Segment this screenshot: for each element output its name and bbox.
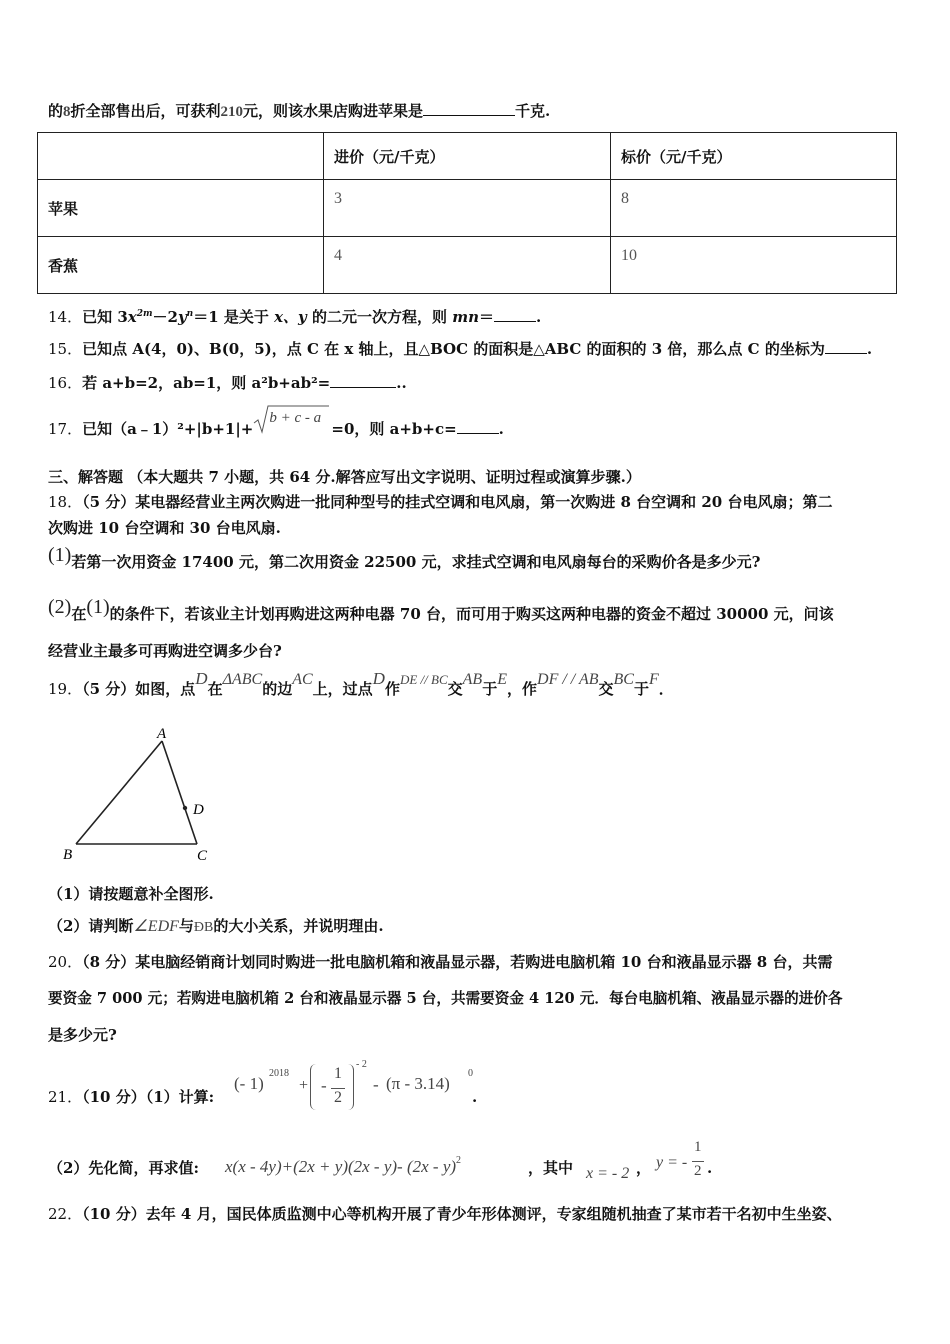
q18-part1-mark: (1) bbox=[48, 544, 72, 566]
price-table bbox=[37, 132, 897, 294]
q14-text-c: ＝1 是关于 bbox=[193, 308, 275, 326]
q20-line1 bbox=[48, 951, 832, 973]
q19-tri: ΔABC bbox=[222, 671, 263, 688]
q21-score: （10 分） bbox=[82, 1088, 146, 1106]
q21-expr-exp: 2 bbox=[456, 1155, 462, 1166]
q13-text-d: 千克. bbox=[515, 102, 551, 120]
q21-number: 21． bbox=[48, 1088, 83, 1106]
q18-part1-text: 若第一次用资金 17400 元，第二次用资金 22500 元，求挂式空调和电风扇每台的采购价各是多少元? bbox=[71, 553, 761, 571]
table-cell-cost: 4 bbox=[324, 237, 611, 294]
q19-t11: ． bbox=[658, 680, 674, 698]
q18-part2-text-a: 在 bbox=[71, 605, 87, 623]
q18-score: （5 分） bbox=[82, 493, 136, 511]
q16-text: 若 a+b=2，ab=1，则 a²b+ab²= bbox=[82, 374, 331, 392]
q22-score: （10 分） bbox=[82, 1205, 146, 1223]
table-cell-name: 香蕉 bbox=[38, 237, 324, 294]
q21-exp1: 2018 bbox=[269, 1068, 289, 1079]
q17-text-a: 已知（a﹣1）²+|b+1|+ bbox=[82, 420, 254, 438]
q21-part1-label: （1）计算: bbox=[145, 1088, 215, 1106]
table-header-row bbox=[38, 133, 897, 180]
table-cell-name: 苹果 bbox=[38, 180, 324, 237]
q14-number: 14． bbox=[48, 308, 83, 326]
point-d bbox=[183, 806, 187, 810]
q14-text-f: . bbox=[536, 308, 542, 326]
section-title: 三、解答题 （本大题共 7 小题，共 64 分.解答应写出文字说明、证明过程或演算步骤.） bbox=[48, 468, 641, 486]
q21-end1: . bbox=[472, 1088, 478, 1106]
q20-line3: 是多少元? bbox=[48, 1026, 117, 1044]
q19-part2-b: 与 bbox=[178, 917, 194, 935]
q19-angle-b: ÐB bbox=[193, 920, 214, 935]
q16-line bbox=[48, 372, 407, 394]
q19-t9: 交 bbox=[598, 680, 614, 698]
label-c: C bbox=[197, 848, 208, 864]
q21-y-bar bbox=[692, 1161, 704, 1162]
q19-t6: 交 bbox=[447, 680, 463, 698]
q21-term3: (π - 3.14) bbox=[386, 1074, 450, 1093]
q14-text-a: 已知 3 bbox=[82, 308, 128, 326]
q18-text: 某电器经营业主两次购进一批同种型号的挂式空调和电风扇，第一次购进 8 台空调和 20 台电风扇；第二 bbox=[135, 493, 833, 511]
q20-text: 某电脑经销商计划同时购进一批电脑机箱和液晶显示器，若购进电脑机箱 10 台和液晶显示器 8 台，共需 bbox=[135, 953, 833, 971]
q19-part2-a: （2）请判断 bbox=[48, 917, 134, 935]
q18-part2-ref: (1) bbox=[86, 596, 110, 618]
q19-part2 bbox=[48, 915, 384, 939]
q19-BC: BC bbox=[613, 671, 634, 688]
table-row bbox=[38, 237, 897, 294]
q18-part1 bbox=[48, 544, 761, 573]
q17-end: . bbox=[498, 420, 504, 438]
q19-part2-c: 的大小关系，并说明理由. bbox=[213, 917, 384, 935]
q20-line2: 要资金 7 000 元；若购进电脑机箱 2 台和液晶显示器 5 台，共需要资金 4 120 元．每台电脑机箱、液晶显示器的进价各 bbox=[48, 990, 843, 1007]
q19-DE: DE // BC bbox=[399, 672, 448, 687]
q21-paren-left bbox=[310, 1064, 317, 1110]
q14-text-b: －2 bbox=[152, 308, 178, 326]
q19-F: F bbox=[648, 671, 659, 688]
q13-line bbox=[48, 100, 550, 123]
q22-text: 去年 4 月，国民体质监测中心等机构开展了青少年形体测评，专家组随机抽查了某市若干名初中生坐姿、 bbox=[145, 1205, 842, 1223]
q19-t7: 于 bbox=[482, 680, 498, 698]
q21-frac-num: 1 bbox=[334, 1065, 342, 1082]
q13-discount: 8 bbox=[63, 104, 71, 120]
q14-line bbox=[48, 303, 541, 328]
q22-number: 22． bbox=[48, 1205, 83, 1223]
q15-text: 已知点 A(4，0)、B(0，5)，点 C 在 x 轴上，且△BOC 的面积是△ABC 的面积的 3 倍，那么点 C 的坐标为 bbox=[82, 340, 825, 358]
q19-part1: （1）请按题意补全图形. bbox=[48, 885, 214, 903]
table-header-cell: 标价（元/千克） bbox=[611, 133, 897, 180]
q18-number: 18． bbox=[48, 493, 83, 511]
q19-E: E bbox=[497, 671, 507, 688]
q19-line bbox=[48, 669, 674, 701]
table-header-cell bbox=[38, 133, 324, 180]
table-header-cell: 进价（元/千克） bbox=[324, 133, 611, 180]
q19-score: （5 分） bbox=[82, 680, 136, 698]
q19-D1: D bbox=[195, 669, 208, 688]
q21-y-den: 2 bbox=[694, 1163, 702, 1179]
q15-number: 15． bbox=[48, 340, 83, 358]
q19-t10: 于 bbox=[633, 680, 649, 698]
q17-number: 17． bbox=[48, 420, 83, 438]
q21-comma: ， bbox=[636, 1159, 652, 1177]
q18-part2-line2: 经营业主最多可再购进空调多少台? bbox=[48, 642, 282, 660]
q14-answer-blank[interactable] bbox=[494, 306, 536, 322]
q21-paren-right bbox=[347, 1064, 354, 1110]
q14-mn: mn bbox=[452, 308, 480, 326]
q14-var-y: $y^n$ bbox=[177, 308, 194, 326]
q16-end: .. bbox=[396, 374, 407, 392]
q18-part2 bbox=[48, 596, 834, 625]
q21-plus: + bbox=[299, 1077, 309, 1094]
q21-where: ，其中 bbox=[528, 1159, 574, 1177]
q21-exp3: 0 bbox=[468, 1068, 473, 1079]
q21-expr-text: x(x - 4y)+(2x + y)(2x - y)- (2x - y) bbox=[225, 1157, 457, 1176]
q21-end2: . bbox=[707, 1159, 713, 1177]
q19-t1: 如图，点 bbox=[135, 680, 196, 698]
q14-text-d: 的二元一次方程，则 bbox=[306, 308, 453, 326]
q21-frac-den: 2 bbox=[334, 1089, 342, 1106]
q19-angle-edf: ∠EDF bbox=[133, 918, 179, 935]
q21-x-val: x = - 2 bbox=[586, 1165, 630, 1182]
q21-line1 bbox=[48, 1086, 214, 1108]
table-cell-price: 10 bbox=[611, 237, 897, 294]
side-ab bbox=[76, 741, 162, 844]
q17-answer-blank[interactable] bbox=[457, 418, 499, 434]
q21-exp2: - 2 bbox=[356, 1059, 367, 1070]
label-a: A bbox=[157, 726, 167, 742]
q21-y-lhs: y = - bbox=[656, 1154, 688, 1171]
q21-expr bbox=[225, 1156, 461, 1181]
q17-line bbox=[48, 410, 504, 440]
q21-part2-label: （2）先化简，再求值: bbox=[48, 1159, 199, 1177]
triangle-figure bbox=[55, 722, 235, 872]
q14-text-e: ＝ bbox=[479, 308, 495, 326]
q16-answer-blank[interactable] bbox=[330, 372, 396, 388]
q17-sqrt bbox=[253, 410, 331, 440]
q20-number: 20． bbox=[48, 953, 83, 971]
q16-number: 16． bbox=[48, 374, 83, 392]
q18-part2-text-b: 的条件下，若该业主计划再购进这两种电器 70 台，而可用于购买这两种电器的资金不超过 30000 元，问该 bbox=[109, 605, 834, 623]
q19-t5: 作 bbox=[384, 680, 400, 698]
q13-answer-blank[interactable] bbox=[423, 100, 515, 116]
q15-answer-blank[interactable] bbox=[825, 338, 867, 354]
q21-y-num: 1 bbox=[694, 1139, 702, 1155]
q21-formula1 bbox=[232, 1059, 492, 1114]
q13-text-b: 折全部售出后，可获利 bbox=[70, 102, 221, 120]
q14-var-x: $x^{2m}$ bbox=[127, 308, 153, 326]
q13-text-c: 元，则该水果店购进苹果是 bbox=[243, 102, 424, 120]
q19-t8: ，作 bbox=[507, 680, 538, 698]
q13-text-a: 的 bbox=[48, 102, 64, 120]
label-b: B bbox=[63, 847, 73, 863]
q18-line2: 次购进 10 台空调和 30 台电风扇. bbox=[48, 519, 281, 537]
q22-line1 bbox=[48, 1203, 842, 1225]
q19-DF: DF / / AB bbox=[537, 671, 599, 688]
q19-D2: D bbox=[372, 669, 385, 688]
q19-t4: 上，过点 bbox=[312, 680, 373, 698]
q20-score: （8 分） bbox=[82, 953, 136, 971]
q19-t3: 的边 bbox=[262, 680, 293, 698]
q21-frac-sign: - bbox=[321, 1076, 327, 1095]
q19-AB: AB bbox=[462, 671, 483, 688]
q15-end: . bbox=[866, 340, 873, 358]
q19-number: 19． bbox=[48, 680, 83, 698]
label-d: D bbox=[193, 802, 204, 818]
q13-profit: 210 bbox=[220, 104, 244, 120]
q17-text-b: =0，则 a+b+c= bbox=[331, 420, 457, 438]
table-cell-cost: 3 bbox=[324, 180, 611, 237]
q14-vars: x、y bbox=[274, 308, 307, 326]
table-row bbox=[38, 180, 897, 237]
q21-minus: - bbox=[373, 1075, 379, 1094]
q19-t2: 在 bbox=[207, 680, 223, 698]
q17-radicand: b + c - a bbox=[269, 410, 322, 426]
table-cell-price: 8 bbox=[611, 180, 897, 237]
q19-AC: AC bbox=[292, 671, 313, 688]
q21-base1: (- 1) bbox=[234, 1074, 264, 1093]
q18-part2-mark: (2) bbox=[48, 596, 72, 618]
q15-line bbox=[48, 338, 872, 360]
q18-line1 bbox=[48, 491, 832, 513]
side-ac bbox=[162, 741, 197, 844]
